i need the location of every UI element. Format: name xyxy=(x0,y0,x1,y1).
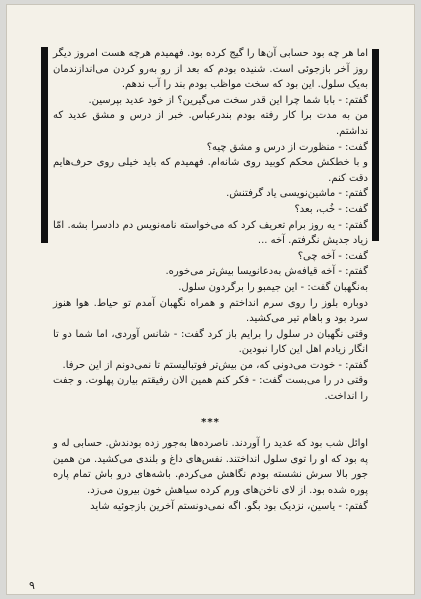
book-page xyxy=(6,4,415,595)
paragraph: گفتم: - یاسین، نزدیک بود بگو. اگه نمی‌دونستم آخرین بازجوئیه شاید xyxy=(90,500,368,512)
paragraph: وقتی در را می‌بست گفت: - فکر کنم همین الان رفیقتم بیارن پهلوت. و جفت را انداخت. xyxy=(53,375,368,403)
paragraph: اما هر چه بود حسابی آن‌ها را گیج کرده بود. فهمیدم هرچه هست امروز دیگر روز آخر بازجوئی است. شنیده بودم که بعد از رو به‌رو کردن می‌انداز‌ندمان به‌یک سلول. این بود که سخت مواظب بودم بند را آب ندهم. xyxy=(53,48,368,91)
paragraph: گفتم: - یه روز برام تعریف کرد که می‌خواسته نامه‌نویس دم دادسرا بشه. امّا زیاد جدیش نگرفتم. آخه ... xyxy=(53,219,368,247)
paragraph: وقتی نگهبان در سلول را برایم باز کرد گفت: - شانس آوردی، اما شما دو تا انگار زیادم اهل این کارا نبودین. xyxy=(53,328,368,356)
paragraph: گفتم: - خودت می‌دونی که، من بیش‌تر فوتبالیستم تا نمی‌دونم از این حرفا. xyxy=(62,359,368,371)
paragraph: من به مدت برا کار رفته بودم بندرعباس. خبر از درس و مشق عدید که نداشتم. xyxy=(53,110,368,137)
paragraph: گفت: - خُب، بعد؟ xyxy=(294,203,368,215)
paragraph: گفت: - منظورت از درس و مشق چیه؟ xyxy=(206,141,368,153)
margin-bar-left xyxy=(41,47,48,243)
paragraph: گفتم: - آخه قیافه‌ش به‌دعانویسا بیش‌تر می‌خوره. xyxy=(165,266,368,278)
paragraph: به‌نگهبان گفت: - این جیمبو را برگردون سلول. xyxy=(178,281,368,293)
margin-bar-right xyxy=(372,49,379,241)
section-separator: *** xyxy=(201,416,220,428)
paragraph: گفت: - آخه چی؟ xyxy=(297,250,368,262)
paragraph: گفتم: - بابا شما چرا این قدر سخت می‌گیرین؟ از خود عدید بپرسین. xyxy=(88,94,368,106)
page-body-text xyxy=(53,46,368,514)
paragraph: اوائل شب بود که عدید را آوردند. ناصرده‌ها به‌جور زده بودندش. حسابی له و په بود که او را توی سلول انداختند. نفس‌های داغ و بلندی می‌کشید. من همین جور بالا سرش نشسته بودم نگاهش می‌کردم. باشه‌های درو باش تمام پاره پوره شده بود. از لای ناخن‌های ورم کرده سیاهش خون بیرون می‌زد. xyxy=(53,438,368,497)
paragraph: و با خطکش محکم کوبید روی شانه‌ام. فهمیدم که باید خیلی روی حرف‌هایم دقت کنم. xyxy=(53,157,368,184)
paragraph: گفتم: - ماشین‌نویسی یاد گرفتنش. xyxy=(226,188,368,200)
paragraph: دوباره بلوز را روی سرم انداختم و همراه نگهبان آمدم تو حیاط. هوا هنوز سرد بود و باهام تیر می‌کشید. xyxy=(53,297,368,325)
page-number: ۹ xyxy=(29,579,35,592)
